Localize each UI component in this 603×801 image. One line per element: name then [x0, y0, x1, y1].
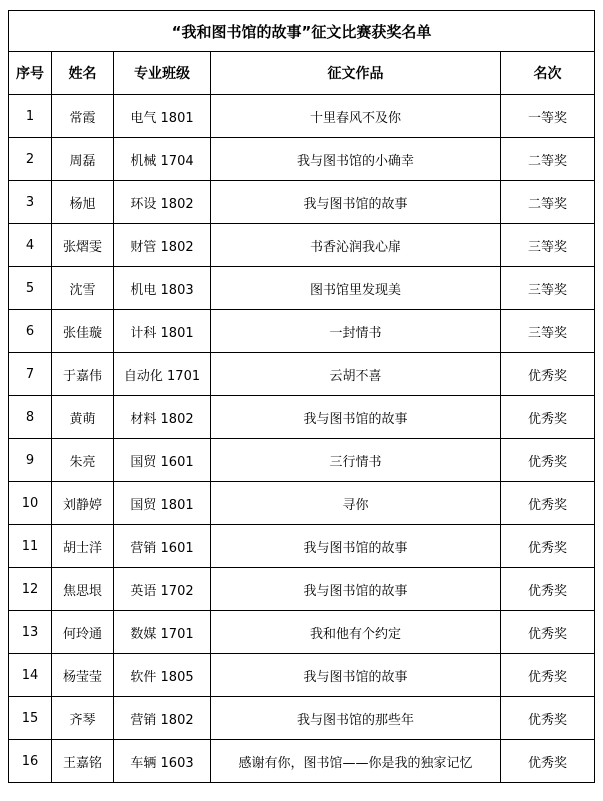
cell-index: 8 [9, 396, 52, 439]
cell-rank: 三等奖 [501, 267, 595, 310]
table-row [9, 697, 595, 740]
cell-class: 国贸 1801 [114, 482, 211, 525]
cell-rank: 二等奖 [501, 181, 595, 224]
table-row [9, 138, 595, 181]
table-row [9, 181, 595, 224]
cell-index: 9 [9, 439, 52, 482]
table-row [9, 482, 595, 525]
cell-class: 自动化 1701 [114, 353, 211, 396]
header-class: 专业班级 [114, 52, 211, 95]
cell-index: 4 [9, 224, 52, 267]
table-row [9, 310, 595, 353]
table-row [9, 654, 595, 697]
cell-name: 刘静婷 [52, 482, 114, 525]
header-work: 征文作品 [211, 52, 501, 95]
cell-index: 1 [9, 95, 52, 138]
cell-class: 车辆 1603 [114, 740, 211, 783]
cell-index: 6 [9, 310, 52, 353]
cell-name: 齐琴 [52, 697, 114, 740]
cell-index: 16 [9, 740, 52, 783]
table-row [9, 525, 595, 568]
cell-index: 12 [9, 568, 52, 611]
cell-index: 7 [9, 353, 52, 396]
cell-rank: 优秀奖 [501, 525, 595, 568]
cell-name: 朱亮 [52, 439, 114, 482]
cell-work: 图书馆里发现美 [211, 267, 501, 310]
cell-rank: 三等奖 [501, 224, 595, 267]
cell-rank: 三等奖 [501, 310, 595, 353]
cell-index: 10 [9, 482, 52, 525]
table-row [9, 611, 595, 654]
cell-index: 11 [9, 525, 52, 568]
cell-work: 我与图书馆的故事 [211, 396, 501, 439]
table-row [9, 224, 595, 267]
cell-index: 5 [9, 267, 52, 310]
cell-rank: 优秀奖 [501, 439, 595, 482]
cell-name: 张佳璇 [52, 310, 114, 353]
cell-work: 我与图书馆的小确幸 [211, 138, 501, 181]
cell-work: 我和他有个约定 [211, 611, 501, 654]
cell-rank: 优秀奖 [501, 611, 595, 654]
cell-work: 书香沁润我心扉 [211, 224, 501, 267]
cell-work: 我与图书馆的故事 [211, 654, 501, 697]
cell-rank: 一等奖 [501, 95, 595, 138]
header-name: 姓名 [52, 52, 114, 95]
cell-class: 数媒 1701 [114, 611, 211, 654]
cell-rank: 优秀奖 [501, 654, 595, 697]
table-row [9, 439, 595, 482]
header-rank: 名次 [501, 52, 595, 95]
cell-index: 14 [9, 654, 52, 697]
cell-name: 杨旭 [52, 181, 114, 224]
cell-class: 计科 1801 [114, 310, 211, 353]
cell-rank: 优秀奖 [501, 396, 595, 439]
cell-work: 感谢有你，图书馆——你是我的独家记忆 [211, 740, 501, 783]
cell-class: 财管 1802 [114, 224, 211, 267]
cell-name: 何玲通 [52, 611, 114, 654]
cell-name: 杨莹莹 [52, 654, 114, 697]
header-row [9, 52, 595, 95]
cell-class: 电气 1801 [114, 95, 211, 138]
cell-rank: 优秀奖 [501, 740, 595, 783]
cell-class: 材料 1802 [114, 396, 211, 439]
cell-work: 我与图书馆的故事 [211, 181, 501, 224]
cell-class: 国贸 1601 [114, 439, 211, 482]
cell-class: 营销 1601 [114, 525, 211, 568]
table-body [9, 95, 595, 783]
cell-work: 十里春风不及你 [211, 95, 501, 138]
header-index: 序号 [9, 52, 52, 95]
cell-name: 焦思垠 [52, 568, 114, 611]
table-row [9, 353, 595, 396]
cell-class: 英语 1702 [114, 568, 211, 611]
cell-class: 机电 1803 [114, 267, 211, 310]
table-row [9, 568, 595, 611]
cell-name: 周磊 [52, 138, 114, 181]
cell-name: 沈雪 [52, 267, 114, 310]
table-row [9, 740, 595, 783]
cell-rank: 优秀奖 [501, 482, 595, 525]
cell-work: 云胡不喜 [211, 353, 501, 396]
cell-work: 我与图书馆的那些年 [211, 697, 501, 740]
cell-work: 我与图书馆的故事 [211, 525, 501, 568]
cell-class: 营销 1802 [114, 697, 211, 740]
cell-rank: 二等奖 [501, 138, 595, 181]
cell-name: 王嘉铭 [52, 740, 114, 783]
cell-class: 机械 1704 [114, 138, 211, 181]
cell-name: 胡士洋 [52, 525, 114, 568]
cell-work: 三行情书 [211, 439, 501, 482]
cell-name: 于嘉伟 [52, 353, 114, 396]
cell-name: 常霞 [52, 95, 114, 138]
cell-index: 3 [9, 181, 52, 224]
cell-work: 寻你 [211, 482, 501, 525]
cell-work: 一封情书 [211, 310, 501, 353]
award-table [8, 10, 595, 783]
cell-rank: 优秀奖 [501, 353, 595, 396]
cell-class: 软件 1805 [114, 654, 211, 697]
table-row [9, 267, 595, 310]
cell-index: 13 [9, 611, 52, 654]
cell-index: 2 [9, 138, 52, 181]
table-row [9, 95, 595, 138]
cell-rank: 优秀奖 [501, 697, 595, 740]
cell-rank: 优秀奖 [501, 568, 595, 611]
award-list-sheet [8, 10, 594, 783]
cell-class: 环设 1802 [114, 181, 211, 224]
cell-name: 张熠雯 [52, 224, 114, 267]
table-row [9, 396, 595, 439]
cell-work: 我与图书馆的故事 [211, 568, 501, 611]
table-title: “我和图书馆的故事”征文比赛获奖名单 [9, 11, 595, 52]
cell-index: 15 [9, 697, 52, 740]
cell-name: 黄萌 [52, 396, 114, 439]
